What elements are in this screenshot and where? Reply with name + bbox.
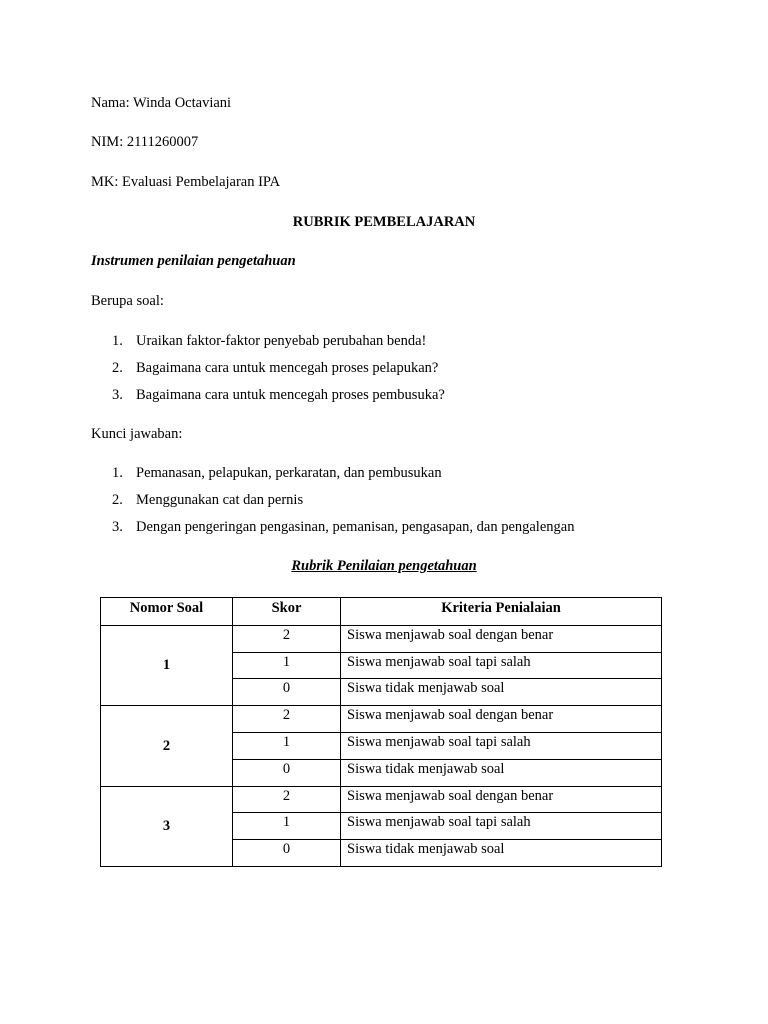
question-item xyxy=(112,386,445,404)
instrument-heading: Instrumen penilaian pengetahuan xyxy=(91,253,296,269)
criteria-cell: Siswa menjawab soal tapi salah xyxy=(341,652,662,679)
criteria-cell: Siswa tidak menjawab soal xyxy=(341,679,662,706)
score-cell: 0 xyxy=(233,840,341,867)
question-text: Uraikan faktor-faktor penyebab perubahan benda! xyxy=(136,333,427,349)
questions-label: Berupa soal: xyxy=(91,293,164,309)
answers-label: Kunci jawaban: xyxy=(91,426,183,442)
question-item xyxy=(112,359,438,377)
criteria-cell: Siswa tidak menjawab soal xyxy=(341,840,662,867)
criteria-cell: Siswa menjawab soal dengan benar xyxy=(341,786,662,813)
rubric-title: Rubrik Penilaian pengetahuan xyxy=(291,558,477,574)
criteria-cell: Siswa menjawab soal dengan benar xyxy=(341,706,662,733)
list-number: 2. xyxy=(112,360,123,376)
list-number: 3. xyxy=(112,387,123,403)
criteria-cell: Siswa menjawab soal tapi salah xyxy=(341,732,662,759)
score-cell: 2 xyxy=(233,706,341,733)
list-number: 1. xyxy=(112,333,123,349)
answer-item xyxy=(112,491,303,509)
question-text: Bagaimana cara untuk mencegah proses pelapukan? xyxy=(136,360,439,376)
question-text: Bagaimana cara untuk mencegah proses pembusuka? xyxy=(136,387,445,403)
answer-item xyxy=(112,464,442,482)
criteria-cell: Siswa menjawab soal dengan benar xyxy=(341,625,662,652)
score-cell: 1 xyxy=(233,732,341,759)
list-number: 3. xyxy=(112,519,123,535)
rubric-table xyxy=(100,597,662,867)
score-cell: 1 xyxy=(233,813,341,840)
header-nomor-soal: Nomor Soal xyxy=(101,598,233,626)
score-cell: 2 xyxy=(233,625,341,652)
score-cell: 1 xyxy=(233,652,341,679)
header-skor: Skor xyxy=(233,598,341,626)
answer-text: Menggunakan cat dan pernis xyxy=(136,492,304,508)
list-number: 1. xyxy=(112,465,123,481)
question-number-cell: 1 xyxy=(101,625,233,705)
criteria-cell: Siswa menjawab soal tapi salah xyxy=(341,813,662,840)
student-nim: NIM: 2111260007 xyxy=(91,134,199,150)
criteria-cell: Siswa tidak menjawab soal xyxy=(341,759,662,786)
student-name: Nama: Winda Octaviani xyxy=(91,95,232,111)
list-number: 2. xyxy=(112,492,123,508)
score-cell: 0 xyxy=(233,759,341,786)
course-name: MK: Evaluasi Pembelajaran IPA xyxy=(91,174,281,190)
table-row xyxy=(101,786,662,813)
table-row xyxy=(101,625,662,652)
answer-text: Pemanasan, pelapukan, perkaratan, dan pembusukan xyxy=(136,465,442,481)
header-kriteria: Kriteria Penialaian xyxy=(341,598,662,626)
table-row xyxy=(101,706,662,733)
score-cell: 0 xyxy=(233,679,341,706)
question-number-cell: 3 xyxy=(101,786,233,866)
answer-item xyxy=(112,518,574,536)
answer-text: Dengan pengeringan pengasinan, pemanisan, pengasapan, dan pengalengan xyxy=(136,519,575,535)
table-header-row xyxy=(101,598,662,626)
document-title: RUBRIK PEMBELAJARAN xyxy=(292,214,476,230)
question-number-cell: 2 xyxy=(101,706,233,786)
score-cell: 2 xyxy=(233,786,341,813)
question-item xyxy=(112,332,426,350)
